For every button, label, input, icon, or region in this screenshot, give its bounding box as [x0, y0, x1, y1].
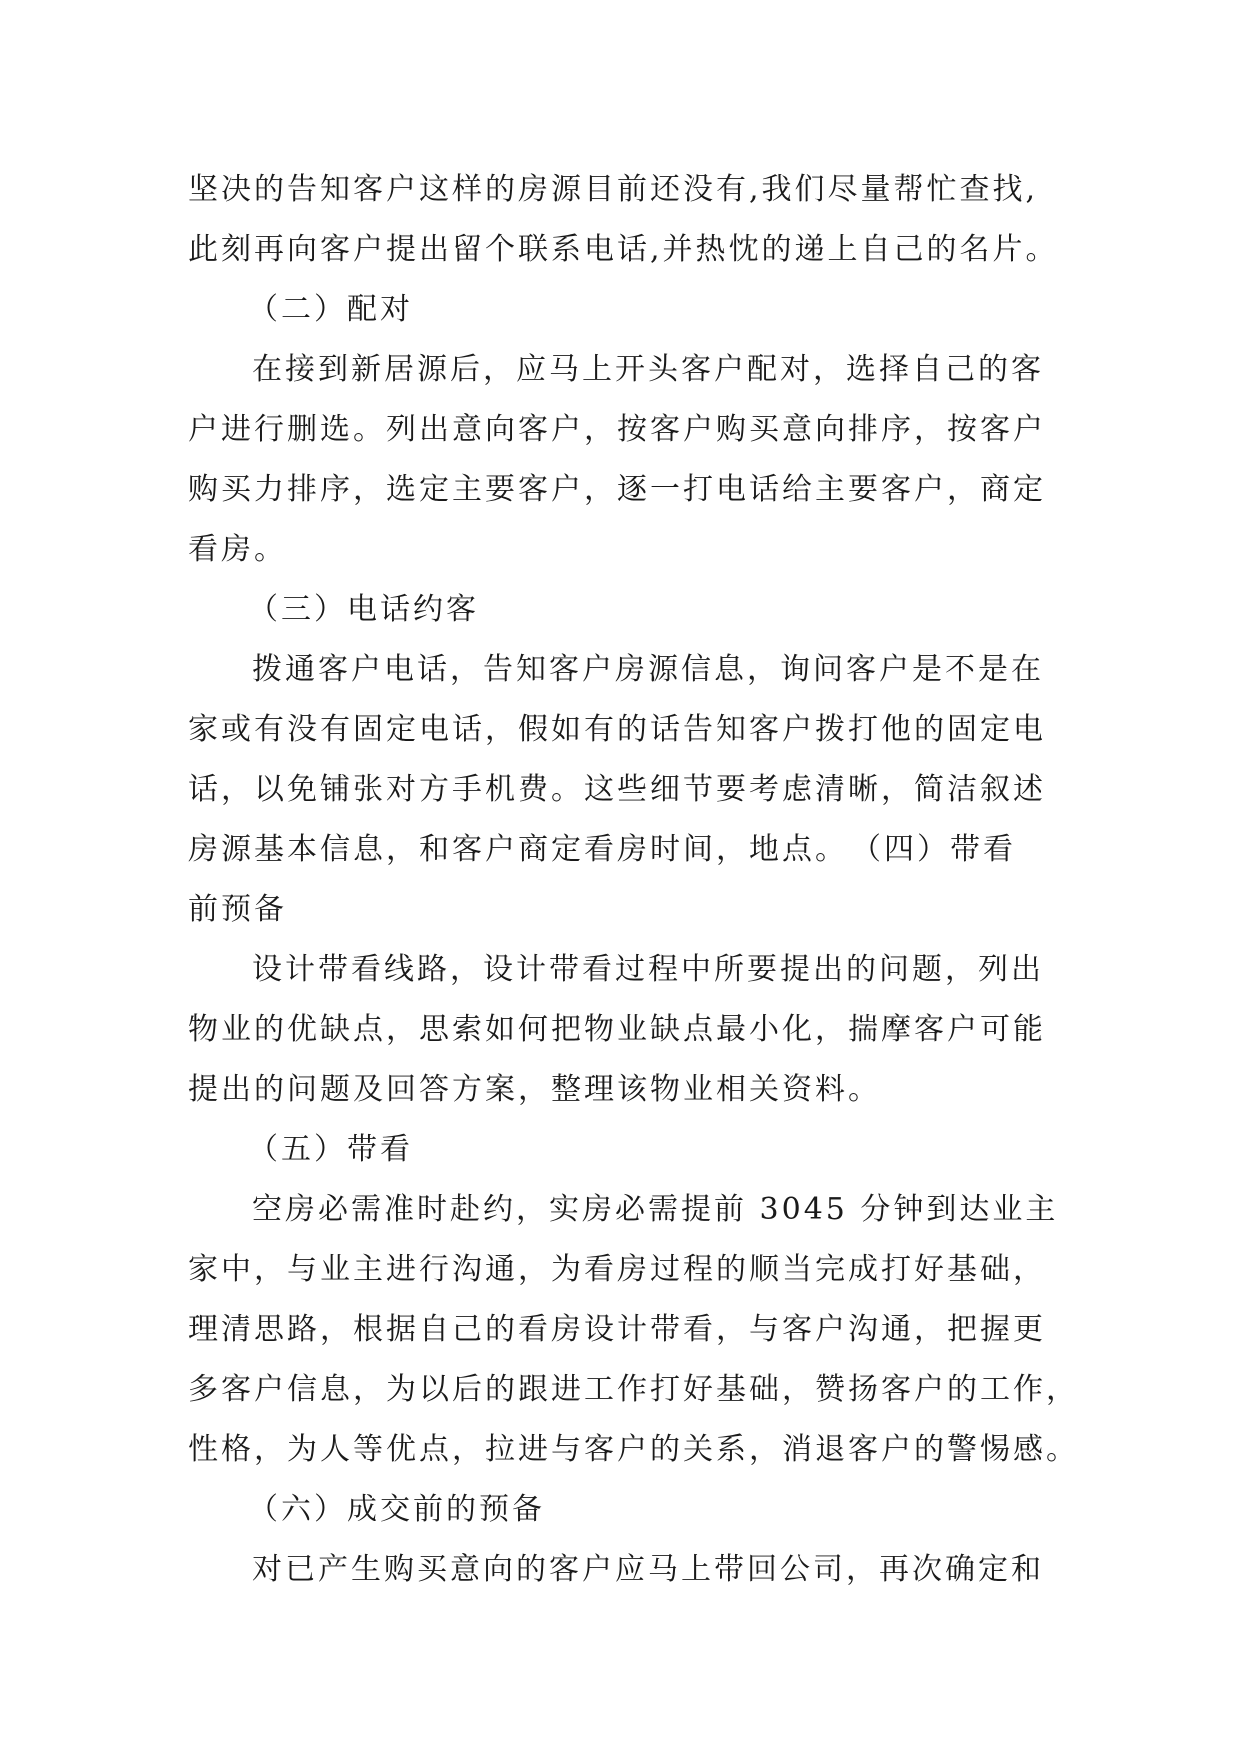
text-line: 坚决的告知客户这样的房源目前还没有,我们尽量帮忙查找,	[188, 172, 1039, 207]
text-line: 性格，为人等优点，拉进与客户的关系，消退客户的警惕感。	[188, 1432, 1079, 1467]
text-line: 设计带看线路，设计带看过程中所要提出的问题，列出	[252, 952, 1044, 987]
text-line: 理清思路，根据自己的看房设计带看，与客户沟通，把握更	[188, 1312, 1046, 1347]
text-line: 拨通客户电话，告知客户房源信息，询问客户是不是在	[252, 652, 1044, 687]
section-heading: （三）电话约客	[248, 592, 479, 627]
text-line: 话，以免铺张对方手机费。这些细节要考虑清晰，简洁叙述	[188, 772, 1046, 807]
text-line: 前预备	[188, 892, 287, 927]
section-heading: （五）带看	[248, 1132, 413, 1167]
text-line: 物业的优缺点，思索如何把物业缺点最小化，揣摩客户可能	[188, 1012, 1046, 1047]
text-line: 此刻再向客户提出留个联系电话,并热忱的递上自己的名片。	[188, 232, 1059, 267]
text-line: 房源基本信息，和客户商定看房时间，地点。 （四）带看	[188, 832, 1016, 867]
text-line: 家中，与业主进行沟通，为看房过程的顺当完成打好基础，	[188, 1252, 1046, 1287]
text-line: 在接到新居源后，应马上开头客户配对，选择自己的客	[252, 352, 1044, 387]
text-line: 多客户信息，为以后的跟进工作打好基础，赞扬客户的工作，	[188, 1372, 1079, 1407]
text-line: 对已产生购买意向的客户应马上带回公司，再次确定和	[252, 1552, 1044, 1587]
text-line: 看房。	[188, 532, 287, 567]
text-line: 购买力排序，选定主要客户，逐一打电话给主要客户，商定	[188, 472, 1046, 507]
text-line: 提出的问题及回答方案，整理该物业相关资料。	[188, 1072, 881, 1107]
text-line: 空房必需准时赴约，实房必需提前 3045 分钟到达业主	[252, 1192, 1059, 1227]
text-line: 家或有没有固定电话，假如有的话告知客户拨打他的固定电	[188, 712, 1046, 747]
text-line: 户进行删选。列出意向客户，按客户购买意向排序，按客户	[188, 412, 1046, 447]
section-heading: （六）成交前的预备	[248, 1492, 545, 1527]
body-text	[188, 160, 1188, 1600]
section-heading: （二）配对	[248, 292, 413, 327]
